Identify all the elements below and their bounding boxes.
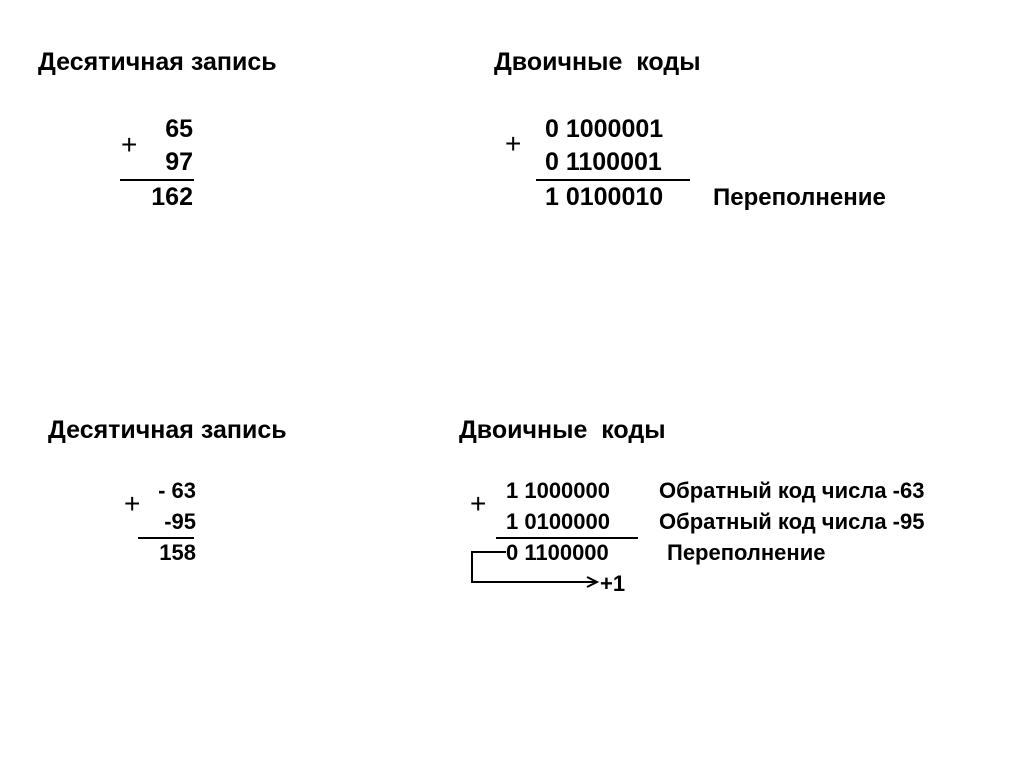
overflow-label: Переполнение — [667, 540, 826, 565]
plus-sign: + — [124, 488, 141, 519]
decimal-addend-2: 97 — [165, 148, 193, 176]
binary-sum: 0 1100000 — [506, 540, 609, 565]
binary-addend-1: 1 1000000 — [506, 478, 610, 503]
decimal-heading: Десятичная запись — [48, 416, 287, 444]
binary-sum: 1 0100010 — [545, 183, 664, 211]
overflow-label: Переполнение — [713, 184, 886, 211]
reverse-code-label-2: Обратный код числа -95 — [659, 509, 925, 534]
reverse-code-label-1: Обратный код числа -63 — [659, 478, 925, 503]
decimal-sum: 158 — [159, 540, 196, 565]
binary-addend-2: 1 0100000 — [506, 509, 610, 534]
plus-sign: + — [121, 129, 138, 160]
decimal-addend-1: 65 — [165, 115, 193, 143]
plus-sign: + — [470, 488, 487, 519]
decimal-sum: 162 — [151, 183, 193, 211]
binary-heading: Двоичные коды — [459, 416, 666, 444]
decimal-addend-1: - 63 — [158, 478, 196, 503]
binary-heading: Двоичные коды — [494, 48, 701, 76]
binary-addend-1: 0 1000001 — [545, 115, 664, 143]
decimal-addend-2: -95 — [164, 509, 196, 534]
plus-sign: + — [505, 128, 522, 159]
binary-addend-2: 0 1100001 — [545, 148, 662, 176]
carry-plus-one: +1 — [600, 571, 626, 596]
decimal-heading: Десятичная запись — [38, 48, 277, 76]
